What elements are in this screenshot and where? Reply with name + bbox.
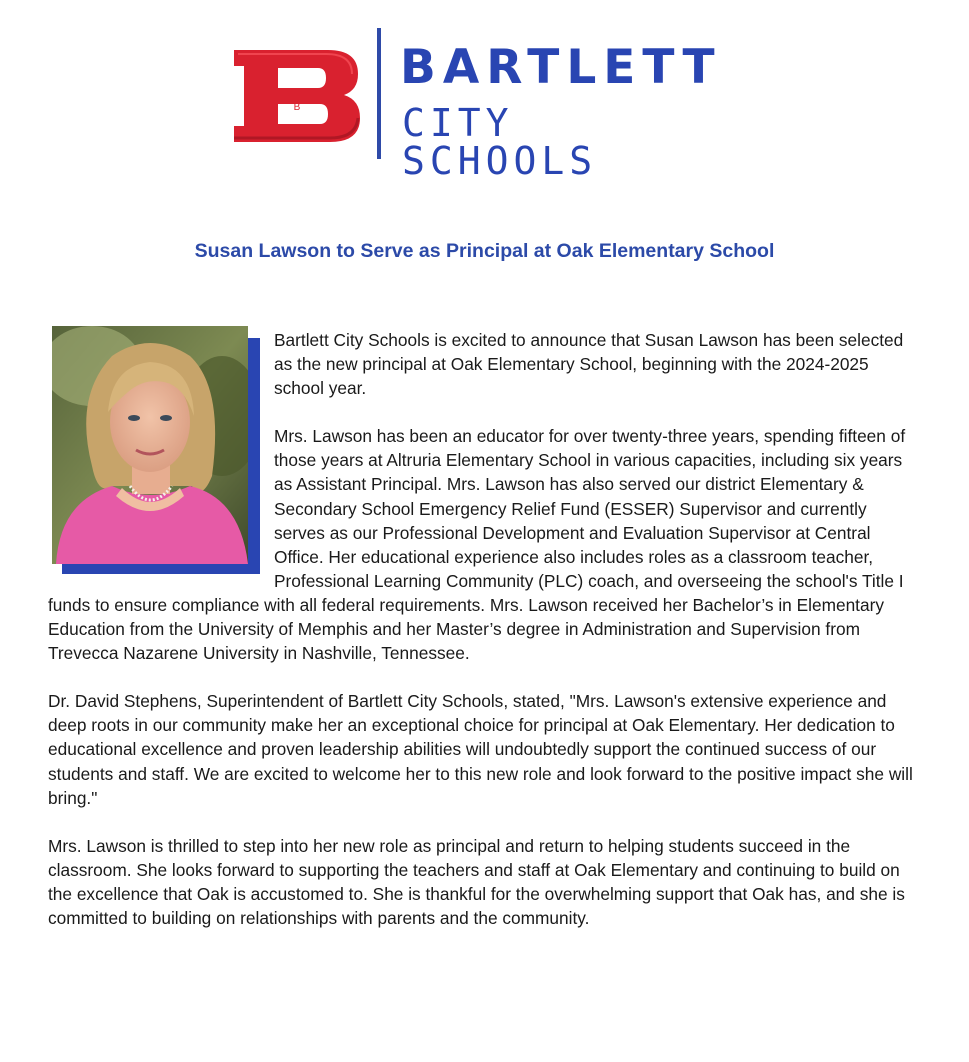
page-title: Susan Lawson to Serve as Principal at Oak Elementary School — [194, 240, 775, 262]
paragraph-quote: Dr. David Stephens, Superintendent of Bartlett City Schools, stated, "Mrs. Lawson's extensive experience and deep roots in our community make her an exceptional choice for principal at Oak Elementary. Her dedication to educational excellence and proven leadership abilities will undoubtedly support the continued success of our students and staff. We are excited to welcome her to this new role and look forward to the positive impact she will bring." — [48, 691, 913, 808]
district-logo — [234, 28, 734, 183]
paragraph-closing: Mrs. Lawson is thrilled to step into her new role as principal and return to helping students succeed in the classroom. She looks forward to supporting the teachers and staff at Oak Elementary and continuing to build on the excellence that Oak is accustomed to. She is thankful for the overwhelming support that Oak has, and she is committed to building on relationships with parents and the community. — [48, 835, 905, 928]
logo-wordmark-line1: BARTLETT — [400, 40, 722, 95]
paragraph-background: Mrs. Lawson has been an educator for over twenty-three years, spending fifteen of those years at Altruria Elementary School in various capacities, including six years as Assistant Principal. Mrs. Lawson has also served our district Elementary & Secondary School Emergency Relief Fund (ESSER) Supervisor and currently serves as our Professional Development and Evaluation Supervisor at Central Office. Her educational experience also includes roles as a classroom teacher, Professional Learning Community (PLC) coach, and overseeing the school's Title I funds to ensure compliance with all federal requirements. Mrs. Lawson received her Bachelor’s in Elementary Education from the University of Memphis and her Master’s degree in Administration and Supervision from Trevecca Nazarene University in Nashville, Tennessee. — [48, 426, 906, 664]
article-body — [48, 328, 918, 954]
paragraph-announcement: Bartlett City Schools is excited to announce that Susan Lawson has been selected as the new principal at Oak Elementary School, beginning with the 2024-2025 school year. — [274, 330, 904, 399]
svg-text:B: B — [293, 102, 301, 113]
b-monogram-icon — [234, 50, 360, 142]
logo-wordmark-line2: CITY SCHOOLS — [402, 101, 598, 183]
logo-divider — [377, 28, 381, 159]
photo-spacer — [48, 328, 274, 574]
